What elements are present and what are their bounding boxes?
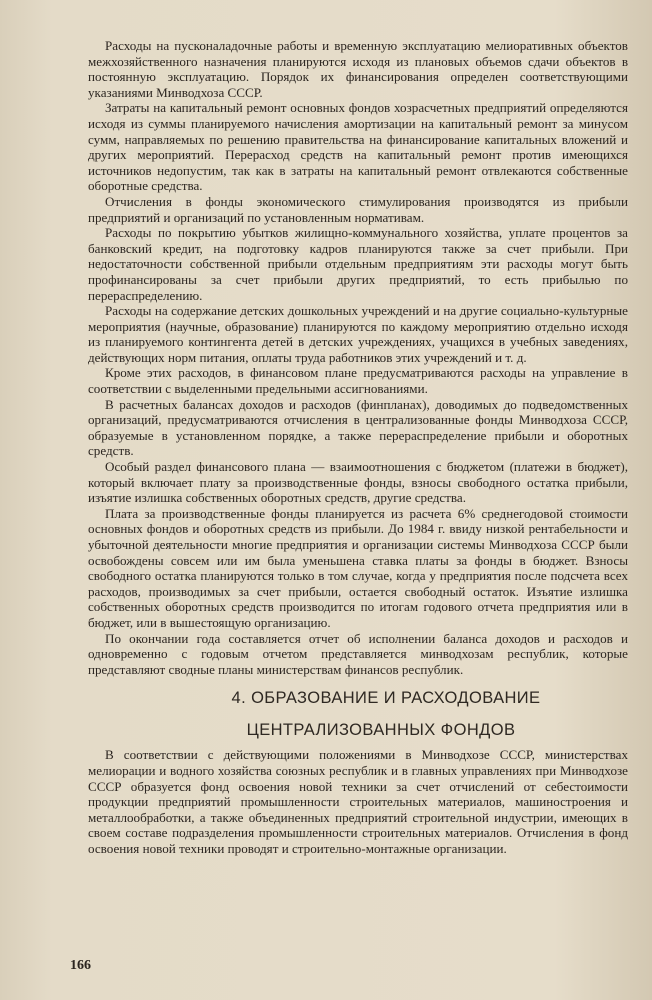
paragraph: По окончании года составляется отчет об исполнении баланса доходов и расходов и одновременно с годовым отчетом представляется минводхозам республик, которые представляют сводные планы министерствам финансов республик.	[88, 630, 628, 677]
page-number: 166	[70, 958, 91, 973]
paragraph: В расчетных балансах доходов и расходов (финпланах), доводимых до подведомственных организаций, предусматриваются отчисления в централизованные фонды Минводхоза СССР, образуемые в установленном порядке, а также перераспределение прибыли и оборотных средств.	[88, 396, 628, 459]
section-heading-line1: 4. ОБРАЗОВАНИЕ И РАСХОДОВАНИЕ	[231, 689, 541, 708]
paragraph: Особый раздел финансового плана — взаимоотношения с бюджетом (платежи в бюджет), который включает плату за производственные фонды, взносы свободного остатка прибыли, изъятие излишка собственных оборотных средств, другие средства.	[88, 459, 628, 506]
body-text	[88, 38, 628, 857]
paragraph: Расходы на пусконаладочные работы и временную эксплуатацию мелиоративных объектов межхозяйственного назначения планируются исходя из плановых объемов сдачи объектов в постоянную эксплуатацию. Порядок их финансирования определен соответствующими указаниями Минводхоза СССР.	[88, 38, 628, 100]
paragraph: Отчисления в фонды экономического стимулирования производятся из прибыли предприятий и организаций по установленным нормативам.	[88, 193, 628, 225]
paragraph: Расходы по покрытию убытков жилищно-коммунального хозяйства, уплате процентов за банковский кредит, на подготовку кадров планируются также за счет прибыли. При недостаточности собственной прибыли отдельным предприятиям эти расходы могут быть профинансированы за счет прибыли других предприятий, то есть прибылью по перераспределению.	[88, 225, 628, 303]
section-heading-line2: ЦЕНТРАЛИЗОВАННЫХ ФОНДОВ	[246, 721, 516, 740]
paragraph: Плата за производственные фонды планируется из расчета 6% среднегодовой стоимости основных фондов и оборотных средств из прибыли. До 1984 г. ввиду низкой рентабельности и убыточной деятельности многие предприятия и организации системы Минводхоза СССР были освобождены совсем или им была уменьшена ставка платы за фонды в бюджет. Взносы свободного остатка планируются только в том случае, когда у предприятия после подсчета всех расходов, производимых за счет прибыли, остается свободный остаток. Изъятие излишка собственных оборотных средств производится по итогам годового отчета предприятия или в бюджет, или в вышестоящую организацию.	[88, 505, 628, 630]
paragraph: В соответствии с действующими положениями в Минводхозе СССР, министерствах мелиорации и водного хозяйства союзных республик и в главных управлениях при Минводхозе СССР образуется фонд освоения новой техники за счет отчислений от себестоимости продукции предприятий промышленности строительных материалов, машиностроения и металлообработки, а также объединенных предприятий строительной индустрии, имеющих в своем составе подразделения промышленности строительных материалов. Отчисления в фонд освоения новой техники проводят и строительно-монтажные организации.	[88, 747, 628, 856]
paragraph: Расходы на содержание детских дошкольных учреждений и на другие социально-культурные мероприятия (научные, образование) планируются по каждому мероприятию отдельно исходя из планируемого контингента детей в детских учреждениях, учащихся в учебных заведениях, действующих норм питания, оплаты труда работников этих учреждений и т. д.	[88, 303, 628, 365]
paragraph: Кроме этих расходов, в финансовом плане предусматриваются расходы на управление в соответствии с выделенными предельными ассигнованиями.	[88, 365, 628, 397]
paragraph: Затраты на капитальный ремонт основных фондов хозрасчетных предприятий определяются исходя из суммы планируемого начисления амортизации на капитальный ремонт за минусом сумм, направляемых по решению правительства на финансирование капитальных вложений и других мероприятий. Перерасход средств на капитальный ремонт против имеющихся источников недопустим, так как в затраты на капитальный ремонт отвлекаются собственные оборотные средства.	[88, 100, 628, 194]
